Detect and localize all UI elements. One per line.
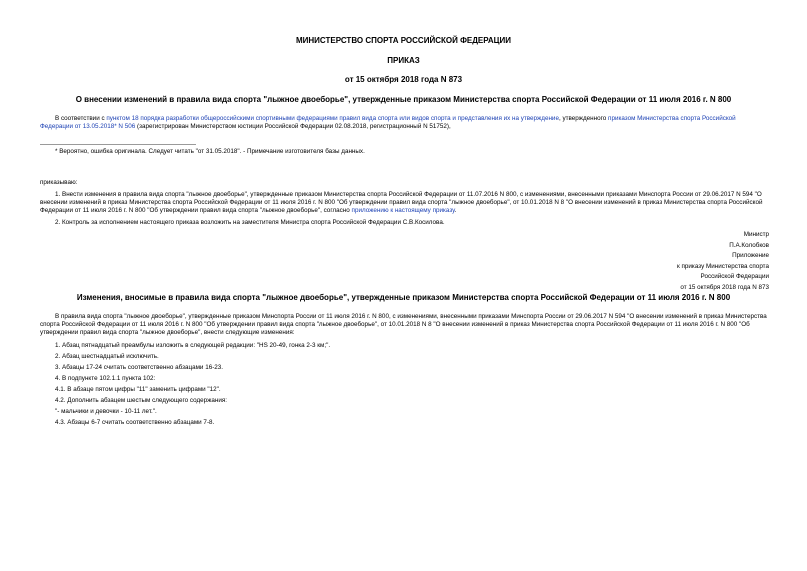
item-1-text: 1. Внести изменения в правила вида спорта "лыжное двоеборье", утвержденные приказом Министерства спорта Российской Федерации от 11.07.2016 N 800, с изменениями, внесенными приказами Минспорта России от 29.06.2017 N 594 "О внесении изменений в приказ Министерства спорта Российской Федерации от 11 июля 2016 г. N 800 "Об утверждении правил вида спорта "лыжное двоеборье", от 10.01.2018 N 8 "О внесении изменений в приказ Министерства спорта Российской Федерации от 11 июля 2016 г. N 800 "Об утверждении правил вида спорта "лыжное двоеборье", согласно [40,191,763,214]
appendix-ref-4: от 15 октября 2018 года N 873 [680,284,769,291]
item-1-end: . [454,207,457,214]
appendix-title: Изменения, вносимые в правила вида спорта "лыжное двоеборье", утвержденные приказом Министерства спорта Российской Федерации от 11 июля 2016 г. N 800 [76,293,731,302]
order-word: приказываю: [40,179,78,186]
procedure-point-18-link[interactable]: пунктом 18 порядка разработки общероссийскими спортивными федерациями правил вида спорта или видов спорта и представления их на утверждение [106,115,559,122]
item-1-paragraph [40,191,768,215]
date-number-heading: от 15 октября 2018 года N 873 [344,75,463,84]
change-line: 1. Абзац пятнадцатый преамбулы изложить в следующей редакции: "HS 20-49, гонка 2-3 км;". [55,342,331,349]
order-506-link[interactable]: приказом Министерства спорта Российской Федерации от 13.05.2018* N 506 [40,115,736,130]
signature-name: П.А.Колобков [729,242,769,249]
ministry-heading: МИНИСТЕРСТВО СПОРТА РОССИЙСКОЙ ФЕДЕРАЦИИ [295,36,512,45]
change-line: 2. Абзац шестнадцатый исключить. [55,353,159,360]
change-line: 4.2. Дополнить абзацем шестым следующего содержания: [55,397,227,404]
change-line: 4.1. В абзаце пятом цифры "11" заменить цифрами "12". [55,386,221,393]
footnote: * Вероятно, ошибка оригинала. Следует читать "от 31.05.2018". - Примечание изготовителя базы данных. [55,148,365,155]
appendix-link[interactable]: приложению к настоящему приказу [351,207,455,214]
appendix-ref-1: Приложение [732,252,769,259]
change-line: "- мальчики и девочки - 10-11 лет.". [55,408,157,415]
item-2-paragraph: 2. Контроль за исполнением настоящего приказа возложить на заместителя Министра спорта Российской Федерации С.В.Косилова. [55,219,445,226]
footnote-separator [40,144,196,145]
appendix-ref-2: к приказу Министерства спорта [677,263,769,270]
preamble-text-2: , утвержденного [558,115,609,122]
signature-role: Министр [743,231,769,238]
change-line: 3. Абзацы 17-24 считать соответственно абзацами 16-23. [55,364,224,371]
change-line: 4.3. Абзацы 6-7 считать соответственно абзацами 7-8. [55,419,215,426]
appendix-intro: В правила вида спорта "лыжное двоеборье", утвержденные приказом Минспорта России от 11 июля 2016 г. N 800, с изменениями, внесенными приказами Минспорта России от 29.06.2017 N 594 "О внесении изменений в приказ Министерства спорта Российской Федерации от 11 июля 2016 г. N 800 "Об утверждении правил вида спорта "лыжное двоеборье", от 10.01.2018 N 8 "О внесении изменений в приказ Министерства спорта Российской Федерации от 11 июля 2016 г. N 800 "Об утверждении правил вида спорта "лыжное двоеборье", внести следующие изменения: [40,313,767,336]
doc-type-heading: ПРИКАЗ [387,56,420,65]
change-line: 4. В подпункте 102.1.1 пункта 102: [55,375,156,382]
preamble-text-3: (зарегистрирован Министерством юстиции Российской Федерации 02.08.2018, регистрационный N 51752), [135,123,451,130]
document-title: О внесении изменений в правила вида спорта "лыжное двоеборье", утвержденные приказом Министерства спорта Российской Федерации от 11 июля 2016 г. N 800 [75,95,732,104]
preamble-paragraph [40,115,768,131]
appendix-ref-3: Российской Федерации [700,273,769,280]
preamble-text-1: В соответствии с [55,115,107,122]
